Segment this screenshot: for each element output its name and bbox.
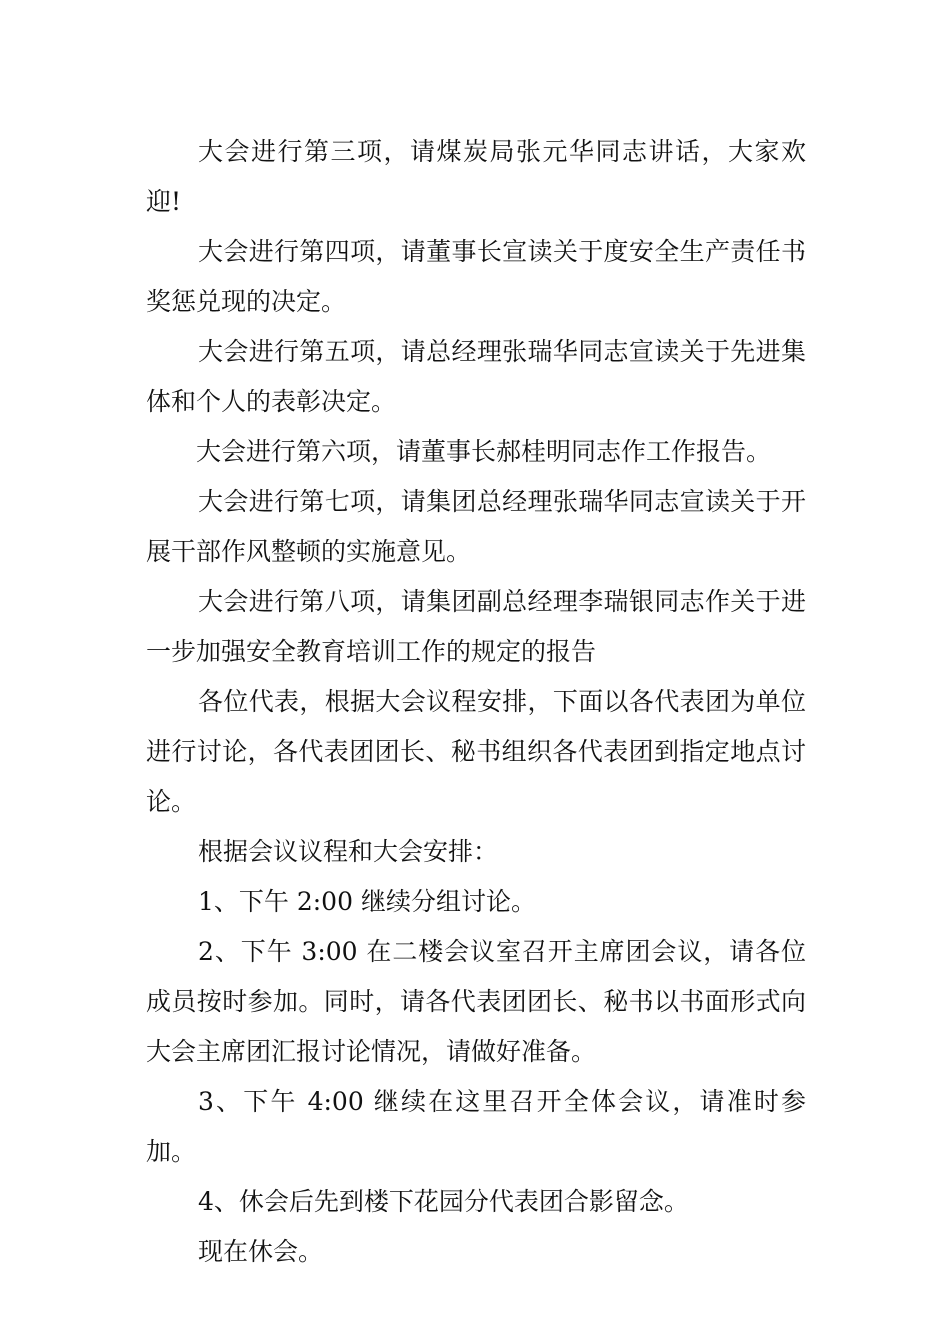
agenda-item-3: 3、下午 4:00 继续在这里召开全体会议，请准时参加。 bbox=[146, 1087, 806, 1166]
paragraph-item-4: 大会进行第四项，请董事长宣读关于度安全生产责任书奖惩兑现的决定。 bbox=[146, 237, 806, 316]
paragraph-item-3: 大会进行第三项，请煤炭局张元华同志讲话，大家欢迎! bbox=[146, 137, 806, 216]
closing-statement: 现在休会。 bbox=[198, 1237, 324, 1266]
agenda-item-1: 1、下午 2:00 继续分组讨论。 bbox=[198, 887, 536, 916]
discussion-arrangement: 各位代表，根据大会议程安排，下面以各代表团为单位进行讨论，各代表团团长、秘书组织各代表团到指定地点讨论。 bbox=[146, 687, 806, 816]
agenda-intro: 根据会议议程和大会安排： bbox=[198, 837, 499, 866]
paragraph-item-8: 大会进行第八项，请集团副总经理李瑞银同志作关于进一步加强安全教育培训工作的规定的报告 bbox=[146, 587, 806, 666]
document-body bbox=[146, 127, 806, 1277]
paragraph-item-6: 大会进行第六项，请董事长郝桂明同志作工作报告。 bbox=[196, 437, 772, 466]
agenda-item-4: 4、休会后先到楼下花园分代表团合影留念。 bbox=[198, 1187, 689, 1216]
agenda-item-2: 2、下午 3:00 在二楼会议室召开主席团会议，请各位成员按时参加。同时，请各代表团团长、秘书以书面形式向大会主席团汇报讨论情况，请做好准备。 bbox=[146, 937, 806, 1066]
paragraph-item-7: 大会进行第七项，请集团总经理张瑞华同志宣读关于开展干部作风整顿的实施意见。 bbox=[146, 487, 806, 566]
paragraph-item-5: 大会进行第五项，请总经理张瑞华同志宣读关于先进集体和个人的表彰决定。 bbox=[146, 337, 806, 416]
